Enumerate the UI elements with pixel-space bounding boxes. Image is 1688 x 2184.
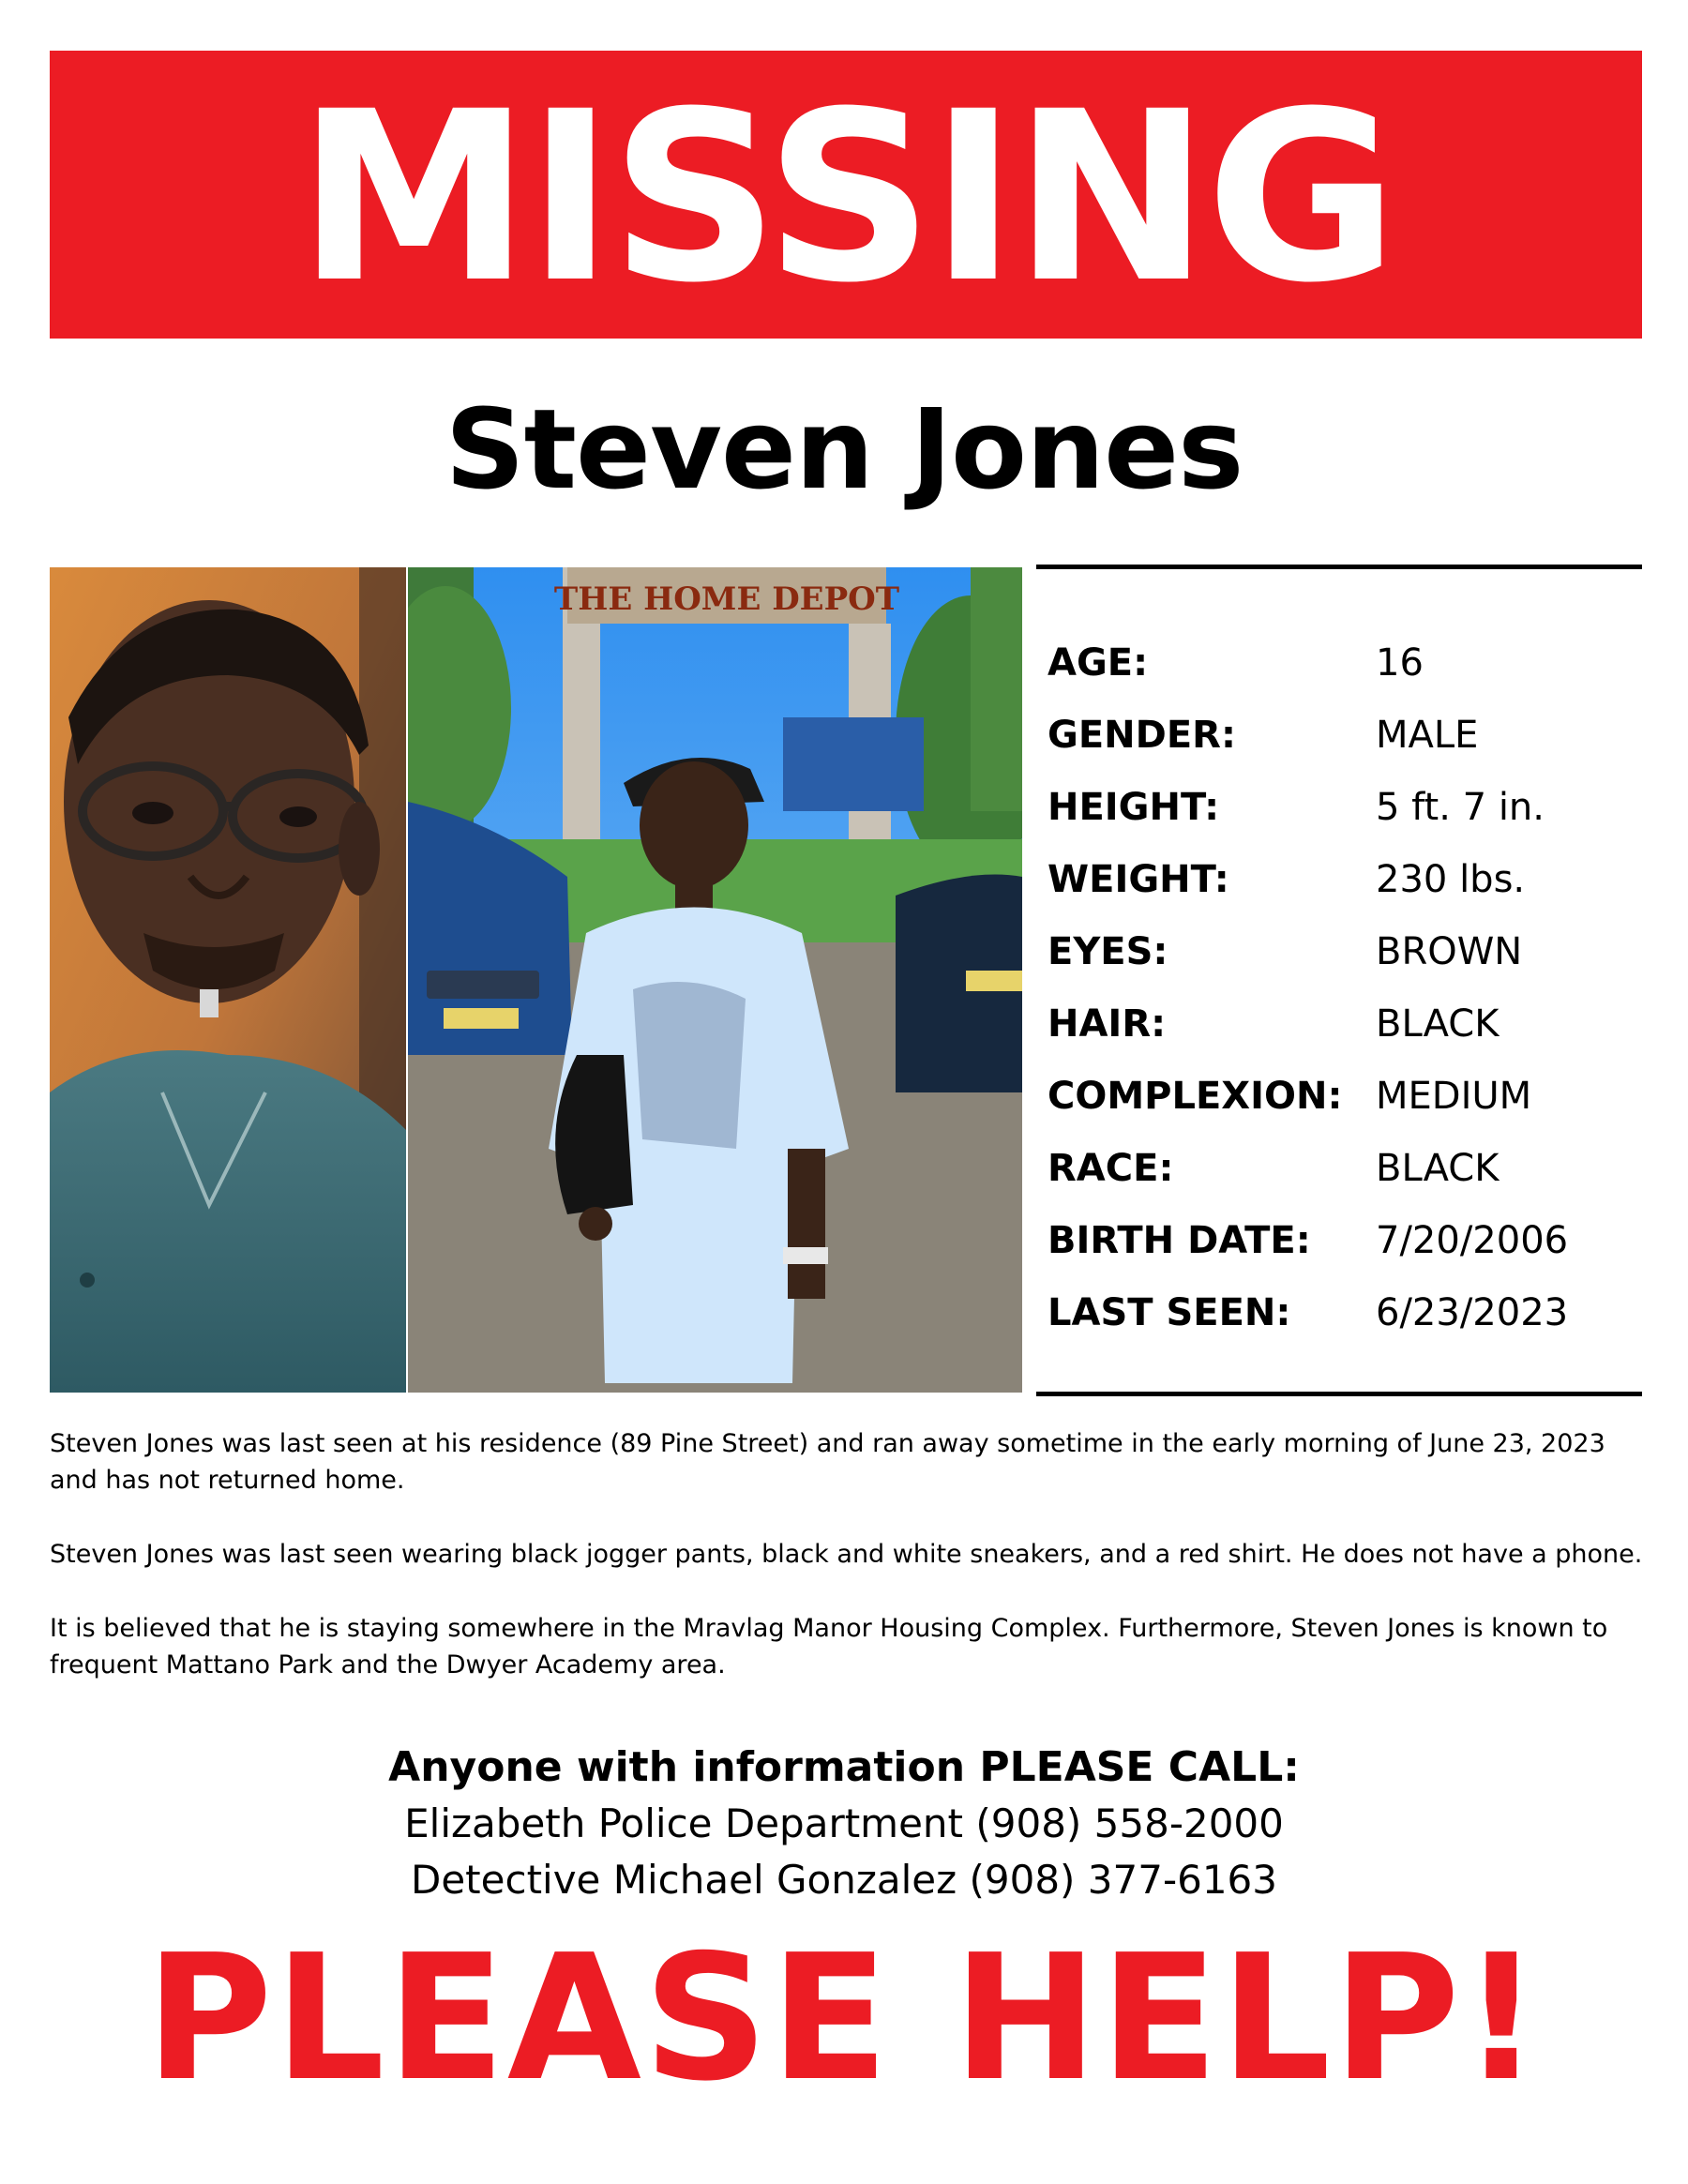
detail-label: HEIGHT:: [1047, 785, 1220, 829]
details-top-rule: [1036, 565, 1642, 569]
portrait-photo: [50, 567, 406, 1393]
detail-value: MEDIUM: [1376, 1074, 1532, 1118]
store-sign: THE HOME DEPOT: [553, 580, 900, 618]
detail-label: LAST SEEN:: [1047, 1290, 1291, 1334]
detail-label: COMPLEXION:: [1047, 1074, 1343, 1118]
detail-label: AGE:: [1047, 640, 1149, 685]
narrative: [50, 1425, 1644, 1721]
detail-row-complexion: [1047, 1060, 1638, 1132]
detail-row-gender: [1047, 699, 1638, 771]
detail-row-age: [1047, 626, 1638, 699]
missing-banner: [50, 51, 1642, 339]
contact-police-department: Elizabeth Police Department (908) 558-2000: [404, 1800, 1284, 1846]
narrative-paragraph: Steven Jones was last seen at his residence (89 Pine Street) and ran away sometime in the early morning of June 23, 2023 and has not returned home.: [50, 1429, 1605, 1495]
detail-value: 230 lbs.: [1376, 857, 1526, 901]
detail-value: 6/23/2023: [1376, 1290, 1569, 1334]
details-bottom-rule: [1036, 1392, 1642, 1396]
detail-value: BLACK: [1376, 1146, 1500, 1190]
detail-label: GENDER:: [1047, 713, 1236, 757]
contact-heading: Anyone with information PLEASE CALL:: [388, 1743, 1300, 1791]
detail-value: 7/20/2006: [1376, 1218, 1569, 1262]
detail-label: RACE:: [1047, 1146, 1174, 1190]
please-help-footer: PLEASE HELP!: [144, 1917, 1544, 2119]
missing-title: MISSING: [296, 60, 1395, 334]
detail-value: BROWN: [1376, 929, 1523, 973]
detail-label: HAIR:: [1047, 1002, 1167, 1046]
detail-value: 16: [1376, 640, 1424, 685]
contact-block: [0, 1740, 1688, 1908]
detail-label: WEIGHT:: [1047, 857, 1229, 901]
detail-row-race: [1047, 1132, 1638, 1204]
detail-row-hair: [1047, 987, 1638, 1060]
detail-value: 5 ft. 7 in.: [1376, 785, 1545, 829]
detail-value: BLACK: [1376, 1002, 1500, 1046]
detail-row-eyes: [1047, 915, 1638, 987]
details-table: [1047, 626, 1638, 1348]
detail-label: BIRTH DATE:: [1047, 1218, 1311, 1262]
detail-row-last-seen: [1047, 1276, 1638, 1348]
full-body-photo: [408, 567, 1022, 1393]
narrative-paragraph: It is believed that he is staying somewhere in the Mravlag Manor Housing Complex. Furthermore, Steven Jones is known to frequent Mattano Park and the Dwyer Academy area.: [50, 1614, 1608, 1679]
detail-label: EYES:: [1047, 929, 1168, 973]
detail-value: MALE: [1376, 713, 1479, 757]
detail-row-weight: [1047, 843, 1638, 915]
detail-row-height: [1047, 771, 1638, 843]
person-name: Steven Jones: [445, 384, 1243, 514]
contact-detective: Detective Michael Gonzalez (908) 377-6163: [410, 1857, 1278, 1903]
detail-row-birth-date: [1047, 1204, 1638, 1276]
narrative-paragraph: Steven Jones was last seen wearing black jogger pants, black and white sneakers, and a red shirt. He does not have a phone.: [50, 1540, 1643, 1569]
